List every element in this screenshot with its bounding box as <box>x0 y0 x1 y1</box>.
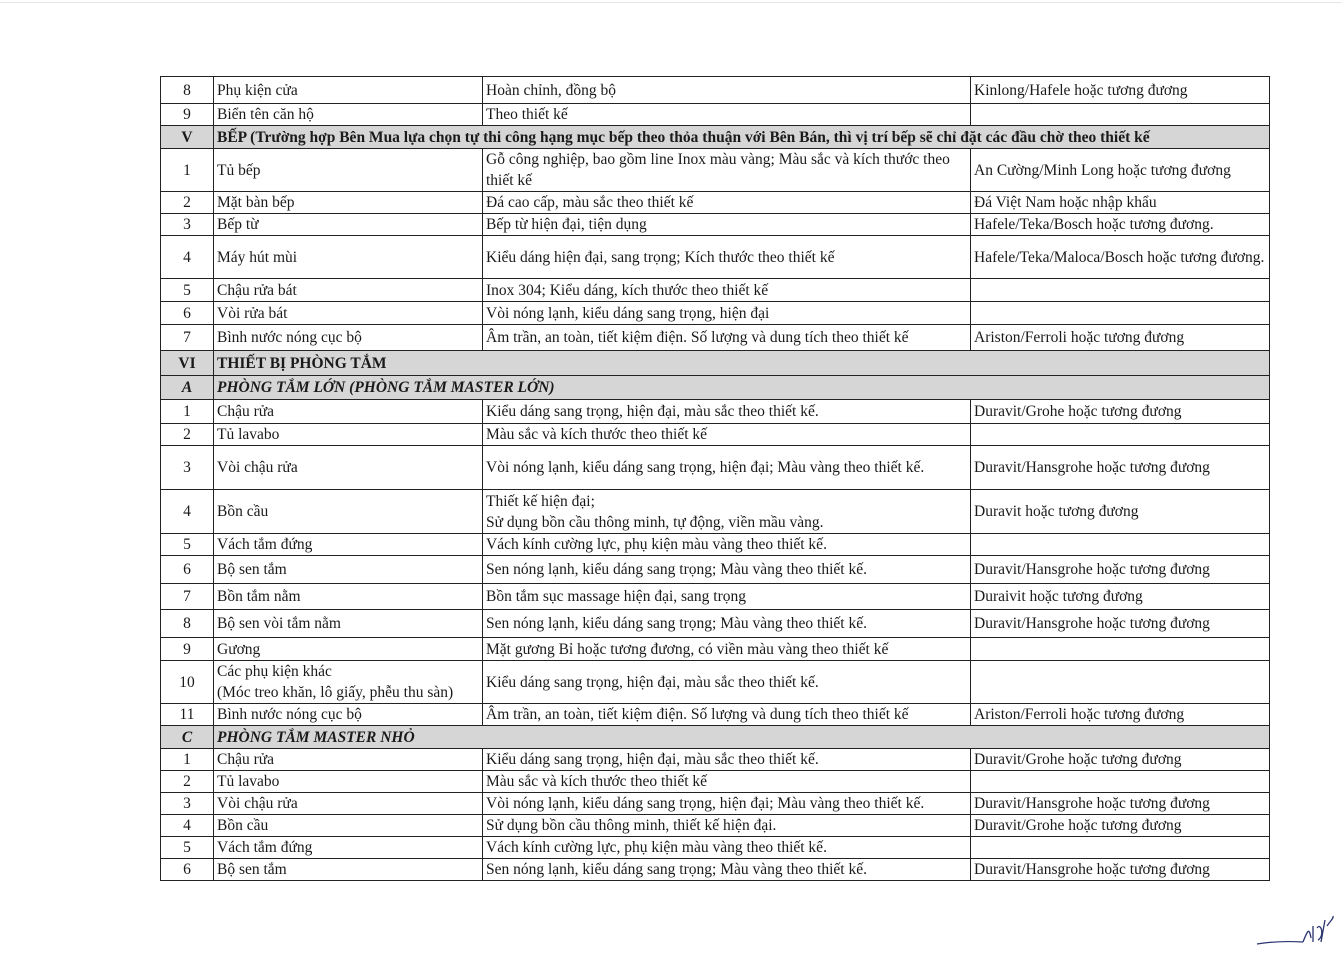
item-brand-cell <box>971 104 1270 126</box>
item-brand-cell <box>971 837 1270 859</box>
table-row <box>161 149 1270 192</box>
signature-mark <box>1255 912 1335 948</box>
item-name-cell: Bộ sen tắm <box>214 859 483 881</box>
item-description-cell: Inox 304; Kiểu dáng, kích thước theo thiết kế <box>483 279 971 302</box>
item-brand-cell <box>971 534 1270 556</box>
item-name-cell: Bồn cầu <box>214 490 483 534</box>
subsection-header-row <box>161 726 1270 749</box>
item-description-cell: Màu sắc và kích thước theo thiết kế <box>483 771 971 793</box>
item-description-cell: Hoàn chỉnh, đồng bộ <box>483 77 971 104</box>
item-description-cell: Bồn tắm sục massage hiện đại, sang trọng <box>483 584 971 610</box>
table-row <box>161 661 1270 704</box>
item-name-cell: Bình nước nóng cục bộ <box>214 704 483 726</box>
item-name-cell: Phụ kiện cửa <box>214 77 483 104</box>
item-name-cell: Chậu rửa <box>214 749 483 771</box>
row-number-cell: 2 <box>161 192 214 214</box>
table-row <box>161 749 1270 771</box>
row-number-cell: 3 <box>161 446 214 490</box>
item-description-cell: Âm trần, an toàn, tiết kiệm điện. Số lượng và dung tích theo thiết kế <box>483 325 971 351</box>
table-row <box>161 584 1270 610</box>
item-brand-cell: Ariston/Ferroli hoặc tương đương <box>971 704 1270 726</box>
subsection-letter-cell: A <box>161 376 214 400</box>
section-header-row <box>161 126 1270 149</box>
item-brand-cell: An Cường/Minh Long hoặc tương đương <box>971 149 1270 192</box>
item-description-cell: Kiểu dáng sang trọng, hiện đại, màu sắc theo thiết kế. <box>483 749 971 771</box>
row-number-cell: 5 <box>161 837 214 859</box>
item-name-cell: Các phụ kiện khác (Móc treo khăn, lô giấy, phễu thu sàn) <box>214 661 483 704</box>
item-brand-cell <box>971 424 1270 446</box>
item-brand-cell <box>971 279 1270 302</box>
row-number-cell: 8 <box>161 610 214 638</box>
item-name-cell: Vòi rửa bát <box>214 302 483 325</box>
row-number-cell: 9 <box>161 104 214 126</box>
item-name-cell: Gương <box>214 638 483 661</box>
subsection-header-row <box>161 376 1270 400</box>
item-brand-cell: Duravit/Hansgrohe hoặc tương đương <box>971 556 1270 584</box>
item-description-cell: Theo thiết kế <box>483 104 971 126</box>
table-row <box>161 446 1270 490</box>
subsection-title-cell: PHÒNG TẮM MASTER NHỎ <box>214 726 1270 749</box>
item-brand-cell: Hafele/Teka/Bosch hoặc tương đương. <box>971 214 1270 236</box>
row-number-cell: 8 <box>161 77 214 104</box>
item-name-cell: Vách tắm đứng <box>214 837 483 859</box>
item-description-cell: Đá cao cấp, màu sắc theo thiết kế <box>483 192 971 214</box>
specification-table-body <box>161 77 1270 881</box>
table-row <box>161 77 1270 104</box>
item-name-cell: Biển tên căn hộ <box>214 104 483 126</box>
section-title-cell: BẾP (Trường hợp Bên Mua lựa chọn tự thi công hạng mục bếp theo thỏa thuận với Bên Bán, thì vị trí bếp sẽ chỉ đặt các đầu chờ theo thiết kế <box>214 126 1270 149</box>
row-number-cell: 6 <box>161 302 214 325</box>
item-description-cell: Vòi nóng lạnh, kiểu dáng sang trọng, hiện đại; Màu vàng theo thiết kế. <box>483 793 971 815</box>
item-brand-cell: Duravit/Hansgrohe hoặc tương đương <box>971 446 1270 490</box>
item-name-cell: Bếp từ <box>214 214 483 236</box>
item-brand-cell: Đá Việt Nam hoặc nhập khẩu <box>971 192 1270 214</box>
item-name-cell: Chậu rửa bát <box>214 279 483 302</box>
row-number-cell: 2 <box>161 424 214 446</box>
item-brand-cell: Duravit/Grohe hoặc tương đương <box>971 749 1270 771</box>
item-brand-cell: Duravit/Hansgrohe hoặc tương đương <box>971 610 1270 638</box>
item-name-cell: Mặt bàn bếp <box>214 192 483 214</box>
item-name-cell: Tủ bếp <box>214 149 483 192</box>
row-number-cell: 4 <box>161 236 214 279</box>
row-number-cell: 5 <box>161 534 214 556</box>
row-number-cell: 1 <box>161 400 214 424</box>
row-number-cell: 7 <box>161 325 214 351</box>
table-row <box>161 192 1270 214</box>
row-number-cell: 5 <box>161 279 214 302</box>
specification-table <box>160 76 1270 881</box>
table-row <box>161 490 1270 534</box>
row-number-cell: 4 <box>161 490 214 534</box>
item-brand-cell: Duravit hoặc tương đương <box>971 490 1270 534</box>
item-description-cell: Vòi nóng lạnh, kiểu dáng sang trọng, hiện đại; Màu vàng theo thiết kế. <box>483 446 971 490</box>
item-name-cell: Vách tắm đứng <box>214 534 483 556</box>
page-top-edge <box>0 2 1342 3</box>
item-description-cell: Âm trần, an toàn, tiết kiệm điện. Số lượng và dung tích theo thiết kế <box>483 704 971 726</box>
item-description-cell: Sen nóng lạnh, kiểu dáng sang trọng; Màu vàng theo thiết kế. <box>483 610 971 638</box>
item-description-cell: Màu sắc và kích thước theo thiết kế <box>483 424 971 446</box>
item-description-cell: Vòi nóng lạnh, kiểu dáng sang trọng, hiện đại <box>483 302 971 325</box>
item-brand-cell: Ariston/Ferroli hoặc tương đương <box>971 325 1270 351</box>
table-row <box>161 325 1270 351</box>
subsection-letter-cell: C <box>161 726 214 749</box>
row-number-cell: 3 <box>161 793 214 815</box>
table-row <box>161 424 1270 446</box>
item-brand-cell: Hafele/Teka/Maloca/Bosch hoặc tương đương. <box>971 236 1270 279</box>
item-brand-cell <box>971 661 1270 704</box>
row-number-cell: 2 <box>161 771 214 793</box>
item-description-cell: Sen nóng lạnh, kiểu dáng sang trọng; Màu vàng theo thiết kế. <box>483 556 971 584</box>
table-row <box>161 104 1270 126</box>
item-name-cell: Tủ lavabo <box>214 424 483 446</box>
table-row <box>161 534 1270 556</box>
item-description-cell: Kiểu dáng sang trọng, hiện đại, màu sắc theo thiết kế. <box>483 661 971 704</box>
table-row <box>161 793 1270 815</box>
item-name-cell: Bộ sen vòi tắm nằm <box>214 610 483 638</box>
row-number-cell: 1 <box>161 749 214 771</box>
item-name-cell: Bình nước nóng cục bộ <box>214 325 483 351</box>
table-row <box>161 556 1270 584</box>
table-row <box>161 302 1270 325</box>
table-row <box>161 638 1270 661</box>
item-brand-cell: Kinlong/Hafele hoặc tương đương <box>971 77 1270 104</box>
item-description-cell: Mặt gương Bỉ hoặc tương đương, có viền màu vàng theo thiết kế <box>483 638 971 661</box>
row-number-cell: 6 <box>161 859 214 881</box>
row-number-cell: 6 <box>161 556 214 584</box>
item-name-cell: Bồn cầu <box>214 815 483 837</box>
table-row <box>161 815 1270 837</box>
row-number-cell: 4 <box>161 815 214 837</box>
item-description-cell: Vách kính cường lực, phụ kiện màu vàng theo thiết kế. <box>483 534 971 556</box>
item-name-cell: Vòi chậu rửa <box>214 446 483 490</box>
section-title-cell: THIẾT BỊ PHÒNG TẮM <box>214 351 1270 376</box>
item-name-cell: Bồn tắm nằm <box>214 584 483 610</box>
item-brand-cell: Duravit/Grohe hoặc tương đương <box>971 400 1270 424</box>
item-brand-cell <box>971 771 1270 793</box>
item-name-cell: Tủ lavabo <box>214 771 483 793</box>
item-brand-cell: Duravit/Grohe hoặc tương đương <box>971 815 1270 837</box>
table-row <box>161 859 1270 881</box>
table-row <box>161 704 1270 726</box>
item-description-cell: Sen nóng lạnh, kiểu dáng sang trọng; Màu vàng theo thiết kế. <box>483 859 971 881</box>
item-name-cell: Bộ sen tắm <box>214 556 483 584</box>
item-description-cell: Thiết kế hiện đại; Sử dụng bồn cầu thông minh, tự động, viền mầu vàng. <box>483 490 971 534</box>
subsection-title-cell: PHÒNG TẮM LỚN (PHÒNG TẮM MASTER LỚN) <box>214 376 1270 400</box>
table-row <box>161 400 1270 424</box>
table-row <box>161 771 1270 793</box>
item-brand-cell: Duravit/Hansgrohe hoặc tương đương <box>971 793 1270 815</box>
item-brand-cell: Duravit/Hansgrohe hoặc tương đương <box>971 859 1270 881</box>
item-description-cell: Gỗ công nghiệp, bao gồm line Inox màu vàng; Màu sắc và kích thước theo thiết kế <box>483 149 971 192</box>
item-description-cell: Bếp từ hiện đại, tiện dụng <box>483 214 971 236</box>
row-number-cell: 3 <box>161 214 214 236</box>
table-row <box>161 214 1270 236</box>
item-description-cell: Vách kính cường lực, phụ kiện màu vàng theo thiết kế. <box>483 837 971 859</box>
section-number-cell: VI <box>161 351 214 376</box>
row-number-cell: 9 <box>161 638 214 661</box>
item-brand-cell: Duraivit hoặc tương đương <box>971 584 1270 610</box>
table-row <box>161 610 1270 638</box>
table-row <box>161 236 1270 279</box>
item-brand-cell <box>971 302 1270 325</box>
item-brand-cell <box>971 638 1270 661</box>
item-name-cell: Chậu rửa <box>214 400 483 424</box>
item-name-cell: Vòi chậu rửa <box>214 793 483 815</box>
row-number-cell: 10 <box>161 661 214 704</box>
table-row <box>161 837 1270 859</box>
row-number-cell: 7 <box>161 584 214 610</box>
row-number-cell: 11 <box>161 704 214 726</box>
item-description-cell: Kiểu dáng sang trọng, hiện đại, màu sắc theo thiết kế. <box>483 400 971 424</box>
item-description-cell: Sử dụng bồn cầu thông minh, thiết kế hiện đại. <box>483 815 971 837</box>
section-header-row <box>161 351 1270 376</box>
table-row <box>161 279 1270 302</box>
item-description-cell: Kiểu dáng hiện đại, sang trọng; Kích thước theo thiết kế <box>483 236 971 279</box>
row-number-cell: 1 <box>161 149 214 192</box>
item-name-cell: Máy hút mùi <box>214 236 483 279</box>
section-number-cell: V <box>161 126 214 149</box>
